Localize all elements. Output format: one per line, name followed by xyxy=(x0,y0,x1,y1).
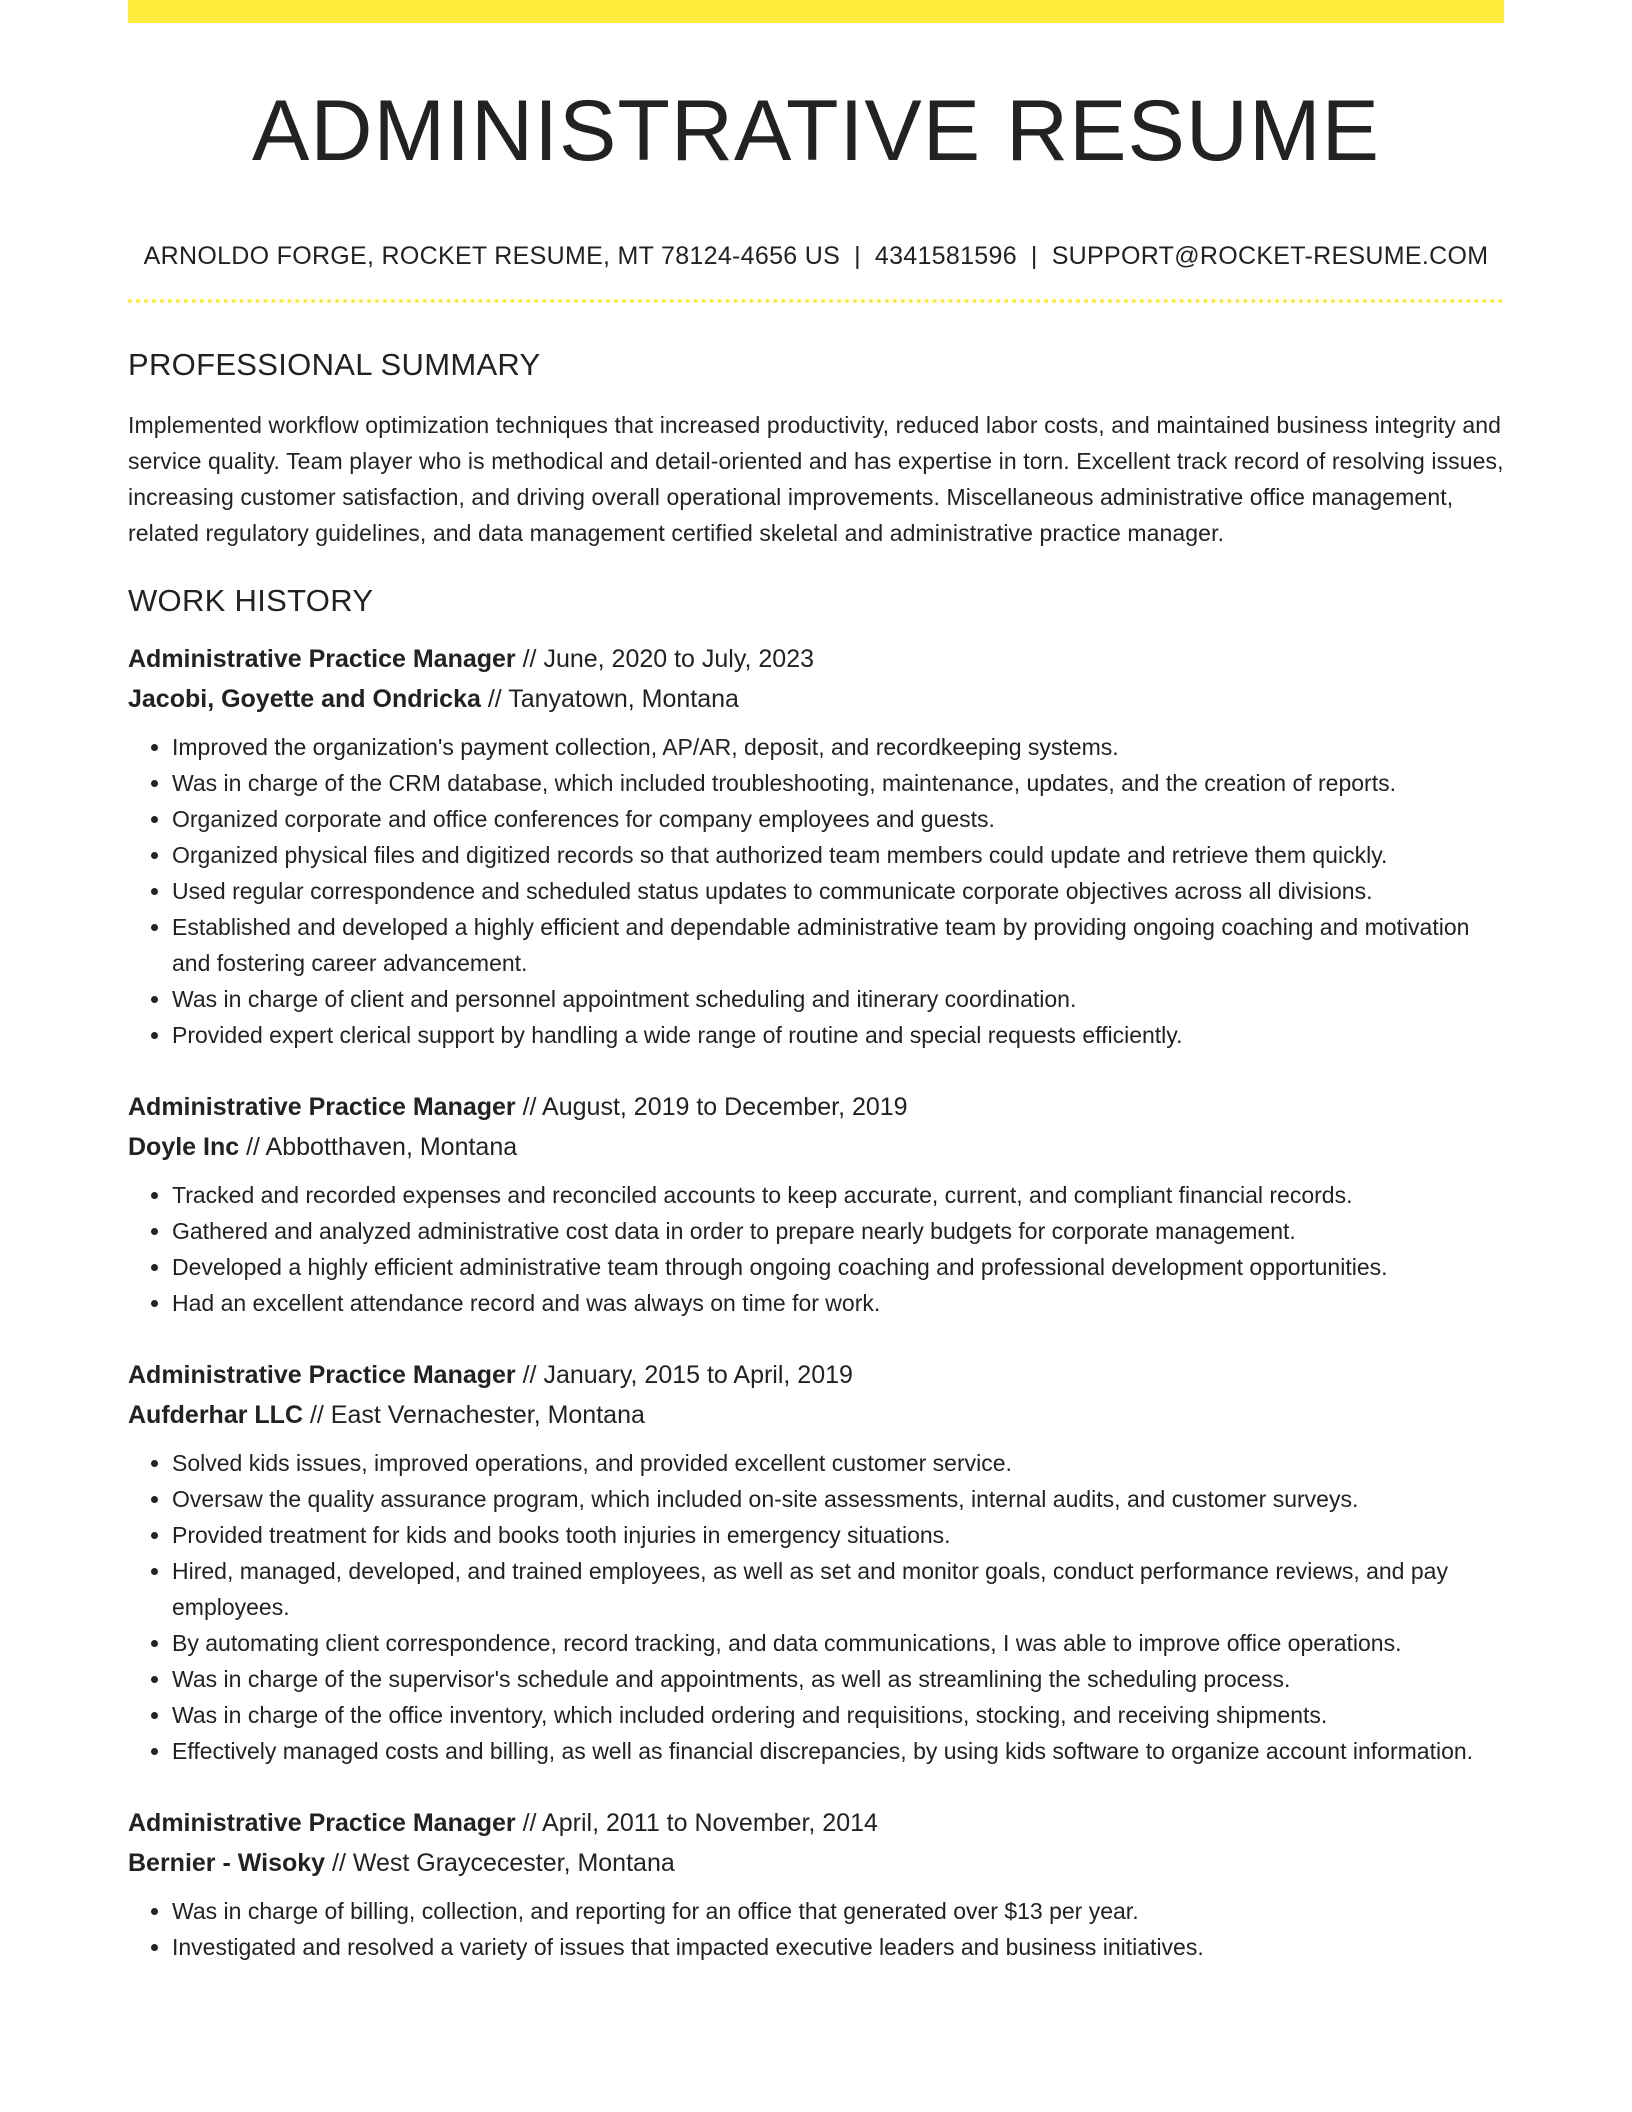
job-bullet: • Was in charge of the CRM database, which included troubleshooting, maintenance, updates, and the creation of reports. xyxy=(172,765,1504,801)
job-dates: // August, 2019 to December, 2019 xyxy=(515,1093,908,1121)
job-location: // West Graycecester, Montana xyxy=(325,1849,675,1877)
contact-line xyxy=(128,239,1504,273)
job-company-line xyxy=(128,1395,1504,1435)
job-bullet: • Organized physical files and digitized records so that authorized team members could update and retrieve them quickly. xyxy=(172,837,1504,873)
summary-heading: PROFESSIONAL SUMMARY xyxy=(128,347,541,382)
job-company: Jacobi, Goyette and Ondricka xyxy=(128,685,481,713)
job-company-line xyxy=(128,679,1504,719)
job-bullets xyxy=(128,729,1504,1053)
job-entry xyxy=(128,1355,1504,1769)
job-bullet: • Effectively managed costs and billing, as well as financial discrepancies, by using kids software to organize account information. xyxy=(172,1733,1504,1769)
job-location: // East Vernachester, Montana xyxy=(303,1401,645,1429)
job-bullet: • Provided expert clerical support by handling a wide range of routine and special requests efficiently. xyxy=(172,1017,1504,1053)
job-bullet: • Investigated and resolved a variety of issues that impacted executive leaders and business initiatives. xyxy=(172,1929,1504,1965)
contact-separator: | xyxy=(854,242,861,270)
job-location: // Abbotthaven, Montana xyxy=(239,1133,518,1161)
accent-bar xyxy=(128,0,1504,23)
job-bullet: • Provided treatment for kids and books tooth injuries in emergency situations. xyxy=(172,1517,1504,1553)
job-entry xyxy=(128,1087,1504,1321)
job-title: Administrative Practice Manager xyxy=(128,1809,516,1837)
job-company-line xyxy=(128,1127,1504,1167)
contact-address: ARNOLDO FORGE, ROCKET RESUME, MT 78124-4656 US xyxy=(143,242,841,270)
job-title: Administrative Practice Manager xyxy=(128,645,516,673)
job-bullet: • Was in charge of the supervisor's schedule and appointments, as well as streamlining the scheduling process. xyxy=(172,1661,1504,1697)
job-bullet: • Was in charge of the office inventory, which included ordering and requisitions, stocking, and receiving shipments. xyxy=(172,1697,1504,1733)
job-title-line xyxy=(128,1803,1504,1843)
job-dates: // April, 2011 to November, 2014 xyxy=(515,1809,878,1837)
job-bullet: • Solved kids issues, improved operations, and provided excellent customer service. xyxy=(172,1445,1504,1481)
job-entry xyxy=(128,1803,1504,1965)
job-company: Aufderhar LLC xyxy=(128,1401,303,1429)
work-history-heading: WORK HISTORY xyxy=(128,583,374,618)
job-bullet: • Hired, managed, developed, and trained employees, as well as set and monitor goals, conduct performance reviews, and pay employees. xyxy=(172,1553,1504,1625)
job-bullet: • Tracked and recorded expenses and reconciled accounts to keep accurate, current, and compliant financial records. xyxy=(172,1177,1504,1213)
job-bullet: • Oversaw the quality assurance program, which included on-site assessments, internal audits, and customer surveys. xyxy=(172,1481,1504,1517)
contact-phone: 4341581596 xyxy=(874,242,1017,270)
job-title: Administrative Practice Manager xyxy=(128,1093,516,1121)
job-bullets xyxy=(128,1893,1504,1965)
job-dates: // June, 2020 to July, 2023 xyxy=(515,645,815,673)
resume-title: ADMINISTRATIVE RESUME xyxy=(252,83,1380,179)
job-dates: // January, 2015 to April, 2019 xyxy=(515,1361,853,1389)
resume-page xyxy=(128,0,1504,1965)
job-title-line xyxy=(128,639,1504,679)
job-company-line xyxy=(128,1843,1504,1883)
contact-separator: | xyxy=(1030,242,1038,270)
job-bullet: • Organized corporate and office conferences for company employees and guests. xyxy=(172,801,1504,837)
job-entry xyxy=(128,639,1504,1053)
job-bullet: • Improved the organization's payment collection, AP/AR, deposit, and recordkeeping systems. xyxy=(172,729,1504,765)
job-bullets xyxy=(128,1445,1504,1769)
job-bullet: • Was in charge of client and personnel appointment scheduling and itinerary coordination. xyxy=(172,981,1504,1017)
job-title-line xyxy=(128,1355,1504,1395)
job-title: Administrative Practice Manager xyxy=(128,1361,516,1389)
job-bullet: • Established and developed a highly efficient and dependable administrative team by providing ongoing coaching and motivation and fostering career advancement. xyxy=(172,909,1504,981)
summary-text: Implemented workflow optimization techniques that increased productivity, reduced labor costs, and maintained business integrity and service quality. Team player who is methodical and detail-oriented and has expertise in torn. Excellent track record of resolving issues, increasing customer satisfaction, and driving overall operational improvements. Miscellaneous administrative office management, related regulatory guidelines, and data management certified skeletal and administrative practice manager. xyxy=(128,412,1504,546)
job-company: Bernier - Wisoky xyxy=(128,1849,326,1877)
job-bullet: • By automating client correspondence, record tracking, and data communications, I was able to improve office operations. xyxy=(172,1625,1504,1661)
job-bullet: • Gathered and analyzed administrative cost data in order to prepare nearly budgets for corporate management. xyxy=(172,1213,1504,1249)
job-bullets xyxy=(128,1177,1504,1321)
job-location: // Tanyatown, Montana xyxy=(480,685,739,713)
job-bullet: • Developed a highly efficient administrative team through ongoing coaching and professional development opportunities. xyxy=(172,1249,1504,1285)
dotted-divider xyxy=(128,299,1504,303)
job-company: Doyle Inc xyxy=(128,1133,240,1161)
work-history-list xyxy=(128,639,1504,1965)
job-bullet: • Used regular correspondence and scheduled status updates to communicate corporate objectives across all divisions. xyxy=(172,873,1504,909)
contact-email: SUPPORT@ROCKET-RESUME.COM xyxy=(1051,242,1489,270)
job-title-line xyxy=(128,1087,1504,1127)
job-bullet: • Was in charge of billing, collection, and reporting for an office that generated over $13 per year. xyxy=(172,1893,1504,1929)
job-bullet: • Had an excellent attendance record and was always on time for work. xyxy=(172,1285,1504,1321)
